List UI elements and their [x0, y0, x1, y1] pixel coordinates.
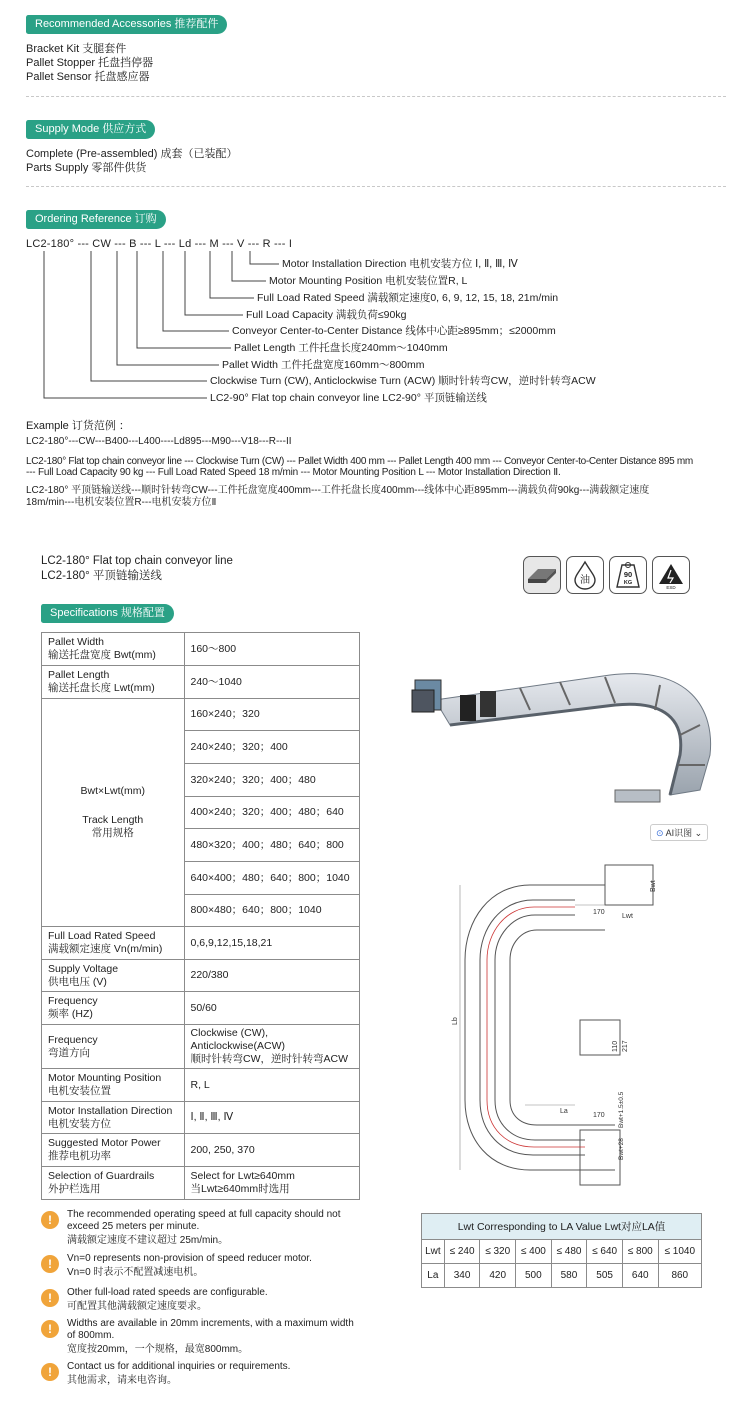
spec-key: Pallet Length 输送托盘长度 Lwt(mm) — [42, 666, 185, 699]
accessory-item: Pallet Stopper 托盘挡停器 — [26, 57, 154, 69]
svg-text:217: 217 — [622, 1040, 629, 1052]
spec-key: Full Load Rated Speed 满载额定速度 Vn(m/min) — [42, 927, 185, 960]
info-bulb-icon: ! — [41, 1320, 59, 1338]
product-title-en: LC2-180° Flat top chain conveyor line — [41, 555, 233, 567]
la-cell: 860 — [658, 1264, 701, 1288]
la-row-label: La — [422, 1264, 445, 1288]
accessory-item: Bracket Kit 支腿套件 — [26, 43, 127, 55]
track-length-key: Bwt×Lwt(mm) Track Length 常用规格 — [42, 699, 185, 927]
ordering-label: Full Load Capacity 满载负荷≤90kg — [246, 309, 407, 321]
example-cn: 18m/min---电机安装位置R---电机安装方位Ⅱ — [26, 497, 217, 508]
spec-value: 50/60 — [184, 992, 360, 1025]
la-cell: 500 — [516, 1264, 552, 1288]
spec-table — [41, 632, 360, 1200]
la-cell: ≤ 320 — [480, 1240, 516, 1264]
track-row: 240×240；320；400 — [184, 731, 360, 764]
la-cell: 640 — [622, 1264, 658, 1288]
svg-text:170: 170 — [593, 909, 605, 916]
ordering-label: Motor Installation Direction 电机安装方位 Ⅰ, Ⅱ, Ⅲ, Ⅳ — [282, 258, 518, 270]
supply-item: Parts Supply 零部件供货 — [26, 162, 147, 174]
specs-heading: Specifications 规格配置 — [41, 604, 174, 623]
track-row: 320×240；320；400；480 — [184, 764, 360, 797]
track-row: 800×480；640；800；1040 — [184, 895, 360, 927]
example-en: LC2-180° Flat top chain conveyor line --- Clockwise Turn (CW) --- Pallet Width 400 mm --- Pallet Length 400 mm --- Conveyor Center-to-Center Distance 895 mm — [26, 456, 693, 467]
spec-key: Pallet Width 输送托盘宽度 Bwt(mm) — [42, 633, 185, 666]
feature-icons — [523, 556, 690, 594]
ordering-code: LC2-180° --- CW --- B --- L --- Ld --- M --- V --- R --- I — [26, 238, 293, 250]
spec-key: Frequency 弯道方向 — [42, 1025, 185, 1069]
spec-key: Suggested Motor Power 推荐电机功率 — [42, 1134, 185, 1167]
la-cell: ≤ 1040 — [658, 1240, 701, 1264]
info-bulb-icon: ! — [41, 1363, 59, 1381]
example-code: LC2-180°---CW---B400---L400----Ld895---M90---V18---R---II — [26, 436, 292, 447]
example-en: --- Full Load Capacity 90 kg --- Full Load Rated Speed 18 m/min --- Motor Mounting Position L --- Motor Installation Direction Ⅱ. — [26, 467, 561, 478]
track-row: 400×240；320；400；480；640 — [184, 797, 360, 829]
spec-key: Selection of Guardrails 外护栏选用 — [42, 1167, 185, 1200]
ai-recognize-button[interactable]: ⊙ AI识图 ⌄ — [650, 824, 708, 841]
la-cell: ≤ 240 — [444, 1240, 480, 1264]
ordering-heading: Ordering Reference 订购 — [26, 210, 166, 229]
ordering-label: Clockwise Turn (CW), Anticlockwise Turn (ACW) 顺时针转弯CW，逆时针转弯ACW — [210, 375, 596, 387]
ordering-bracket-lines — [0, 0, 750, 420]
spec-key: Frequency 频率 (HZ) — [42, 992, 185, 1025]
chain-icon — [523, 556, 561, 594]
la-cell: 340 — [444, 1264, 480, 1288]
spec-value: 200, 250, 370 — [184, 1134, 360, 1167]
product-title-cn: LC2-180° 平顶链输送线 — [41, 570, 162, 582]
note-item: ! Contact us for additional inquiries or requirements. 其他需求，请来电咨询。 — [41, 1361, 361, 1387]
ordering-label: Pallet Width 工件托盘宽度160mm～800mm — [222, 359, 425, 371]
spec-key: Motor Installation Direction 电机安装方位 — [42, 1102, 185, 1134]
ordering-label: Pallet Length 工件托盘长度240mm～1040mm — [234, 342, 448, 354]
lwt-la-table — [421, 1213, 702, 1288]
ordering-label: Motor Mounting Position 电机安装位置R, L — [269, 275, 468, 287]
ordering-label: Conveyor Center-to-Center Distance 线体中心距≥895mm；≤2000mm — [232, 325, 556, 337]
la-cell: ≤ 640 — [587, 1240, 623, 1264]
spec-value: R, L — [184, 1069, 360, 1102]
spec-value: 240～1040 — [184, 666, 360, 699]
track-row: 480×320；400；480；640；800 — [184, 829, 360, 862]
spec-value: Select for Lwt≥640mm 当Lwt≥640mm时选用 — [184, 1167, 360, 1200]
spec-value: Clockwise (CW), Anticlockwise(ACW) 顺时针转弯CW，逆时针转弯ACW — [184, 1025, 360, 1069]
note-item: ! Other full-load rated speeds are configurable. 可配置其他满载额定速度要求。 — [41, 1287, 361, 1313]
ordering-label: LC2-90° Flat top chain conveyor line LC2-90° 平顶链输送线 — [210, 392, 487, 404]
spec-value: Ⅰ, Ⅱ, Ⅲ, Ⅳ — [184, 1102, 360, 1134]
ai-icon: ⊙ — [656, 828, 664, 838]
svg-text:170: 170 — [593, 1112, 605, 1119]
technical-drawing — [452, 860, 670, 1200]
la-cell: 580 — [551, 1264, 587, 1288]
la-cell: ≤ 480 — [551, 1240, 587, 1264]
esd-icon — [652, 556, 690, 594]
la-cell: ≤ 400 — [516, 1240, 552, 1264]
svg-text:La: La — [560, 1108, 568, 1115]
svg-text:KG: KG — [623, 580, 633, 586]
svg-text:Bwt: Bwt — [650, 880, 657, 892]
ordering-label: Full Load Rated Speed 满载额定速度0, 6, 9, 12, 15, 18, 21m/min — [257, 292, 559, 304]
svg-text:Lb: Lb — [452, 1017, 459, 1025]
info-bulb-icon: ! — [41, 1289, 59, 1307]
svg-text:油: 油 — [580, 575, 590, 586]
la-cell: ≤ 800 — [622, 1240, 658, 1264]
example-cn: LC2-180° 平顶链输送线---顺时针转弯CW---工件托盘宽度400mm---工件托盘长度400mm---线体中心距895mm---满载负荷90kg---满载额定速度 — [26, 485, 650, 496]
example-title: Example 订货范例 ： — [26, 420, 130, 432]
la-row-label: Lwt — [422, 1240, 445, 1264]
accessories-heading: Recommended Accessories 推荐配件 — [26, 15, 227, 34]
svg-text:Bwt+28: Bwt+28 — [618, 1138, 625, 1160]
svg-text:110: 110 — [612, 1040, 619, 1052]
svg-text:Bwt+1.5±0.5: Bwt+1.5±0.5 — [618, 1091, 625, 1128]
supply-item: Complete (Pre-assembled) 成套（已装配） — [26, 148, 238, 160]
spec-value: 160～800 — [184, 633, 360, 666]
conveyor-3d-render — [410, 655, 730, 820]
spec-value: 220/380 — [184, 960, 360, 992]
svg-text:Lwt: Lwt — [622, 913, 633, 920]
note-item: ! Widths are available in 20mm increments, with a maximum width of 800mm. 宽度按20mm，一个规格，最宽800mm。 — [41, 1318, 361, 1356]
spec-key: Supply Voltage 供电电压 (V) — [42, 960, 185, 992]
supply-heading: Supply Mode 供应方式 — [26, 120, 155, 139]
note-item: ! The recommended operating speed at full capacity should not exceed 25 meters per minute. 满载额定速度不建议超过 25m/min。 — [41, 1209, 361, 1247]
la-table-title: Lwt Corresponding to LA Value Lwt对应LA值 — [422, 1214, 702, 1240]
weight-icon — [609, 556, 647, 594]
track-row: 160×240；320 — [184, 699, 360, 731]
svg-text:90: 90 — [623, 570, 633, 579]
spec-value: 0,6,9,12,15,18,21 — [184, 927, 360, 960]
track-row: 640×400；480；640；800；1040 — [184, 862, 360, 895]
chevron-down-icon: ⌄ — [694, 828, 703, 838]
info-bulb-icon: ! — [41, 1255, 59, 1273]
oil-icon — [566, 556, 604, 594]
la-cell: 420 — [480, 1264, 516, 1288]
note-item: ! Vn=0 represents non-provision of speed reducer motor. Vn=0 时表示不配置减速电机。 — [41, 1253, 361, 1279]
accessory-item: Pallet Sensor 托盘感应器 — [26, 71, 150, 83]
spec-key: Motor Mounting Position 电机安装位置 — [42, 1069, 185, 1102]
svg-text:ESD: ESD — [666, 585, 676, 590]
la-cell: 505 — [587, 1264, 623, 1288]
info-bulb-icon: ! — [41, 1211, 59, 1229]
